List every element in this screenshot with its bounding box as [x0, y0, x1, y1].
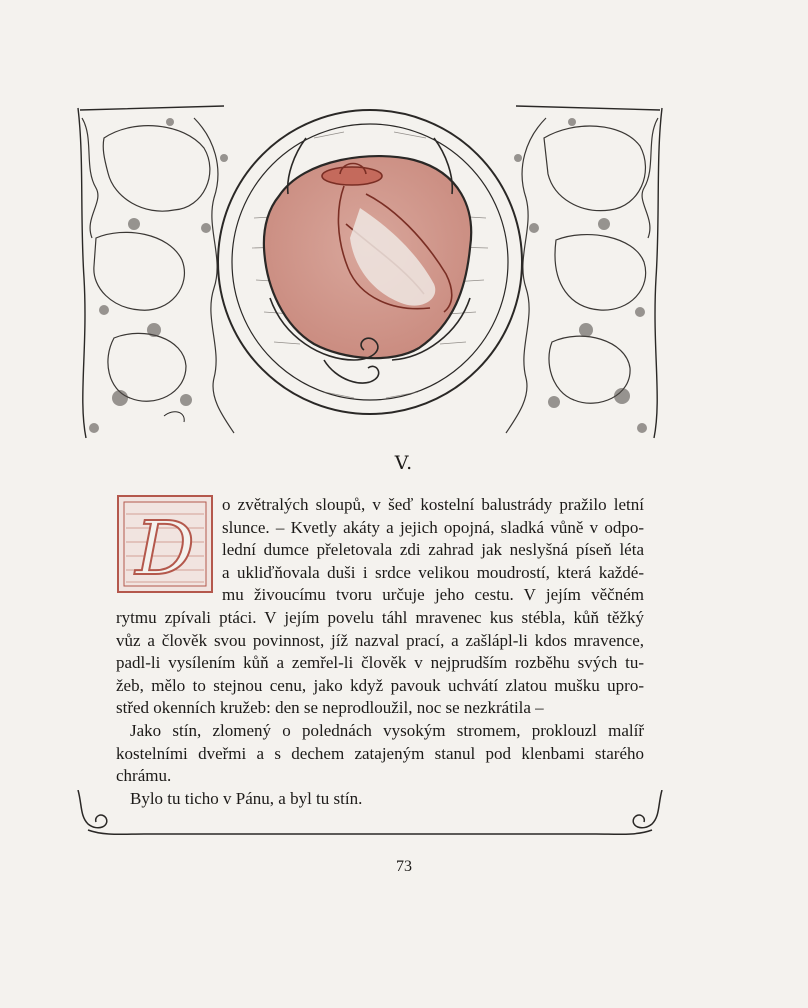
text-line: mu živoucímu tvoru určuje jeho cestu. V jejím věčném — [222, 585, 644, 605]
text-line: chrámu. — [116, 766, 172, 786]
text-line: a ukliďňovala duši i srdce velikou moudrostí, která každé- — [222, 562, 644, 582]
text-line: kostelními dveřmi a s dechem zatajeným stanul pod klenbami starého — [116, 743, 644, 763]
text-line: střed okenních kružeb: den se neprodloužil, noc se nezkrátila – — [116, 698, 544, 718]
text-line: Bylo tu ticho v Pánu, a byl tu stín. — [130, 788, 363, 808]
drop-cap-letter: D — [135, 506, 195, 592]
body-text — [116, 494, 644, 810]
text-line: padl-li vysílením kůň a zemřel-li člověk v nejprudším rozběhu svých tu- — [116, 653, 644, 673]
text-line: vůz a člověk svou povinnost, jíž nazval prací, a zašlápl-li kdos mravence, — [116, 630, 644, 650]
bottom-frame-ornament — [74, 790, 666, 842]
text-line: o zvětralých sloupů, v šeď kostelní balustrády pražilo letní — [222, 495, 644, 514]
text-line: lední dumce přeletovala zdi zahrad jak neslyšná píseň léta — [222, 540, 644, 560]
text-line: žeb, mělo to stejnou cenu, jako když pavouk uchvátí zlatou mušku upro- — [116, 675, 644, 695]
text-line: rytmu zpívali ptáci. V jejím povelu táhl mravenec kus stébla, kůň těžký — [116, 607, 644, 627]
text-line: Jako stín, zlomený o polednách vysokým stromem, proklouzl malíř — [130, 720, 644, 740]
ornamental-header-illustration — [74, 98, 666, 443]
text-line: slunce. – Kvetly akáty a jejich opojná, sladká vůně v odpo- — [222, 517, 644, 537]
chapter-heading: V. — [394, 452, 414, 474]
page-number: 73 — [396, 858, 412, 875]
